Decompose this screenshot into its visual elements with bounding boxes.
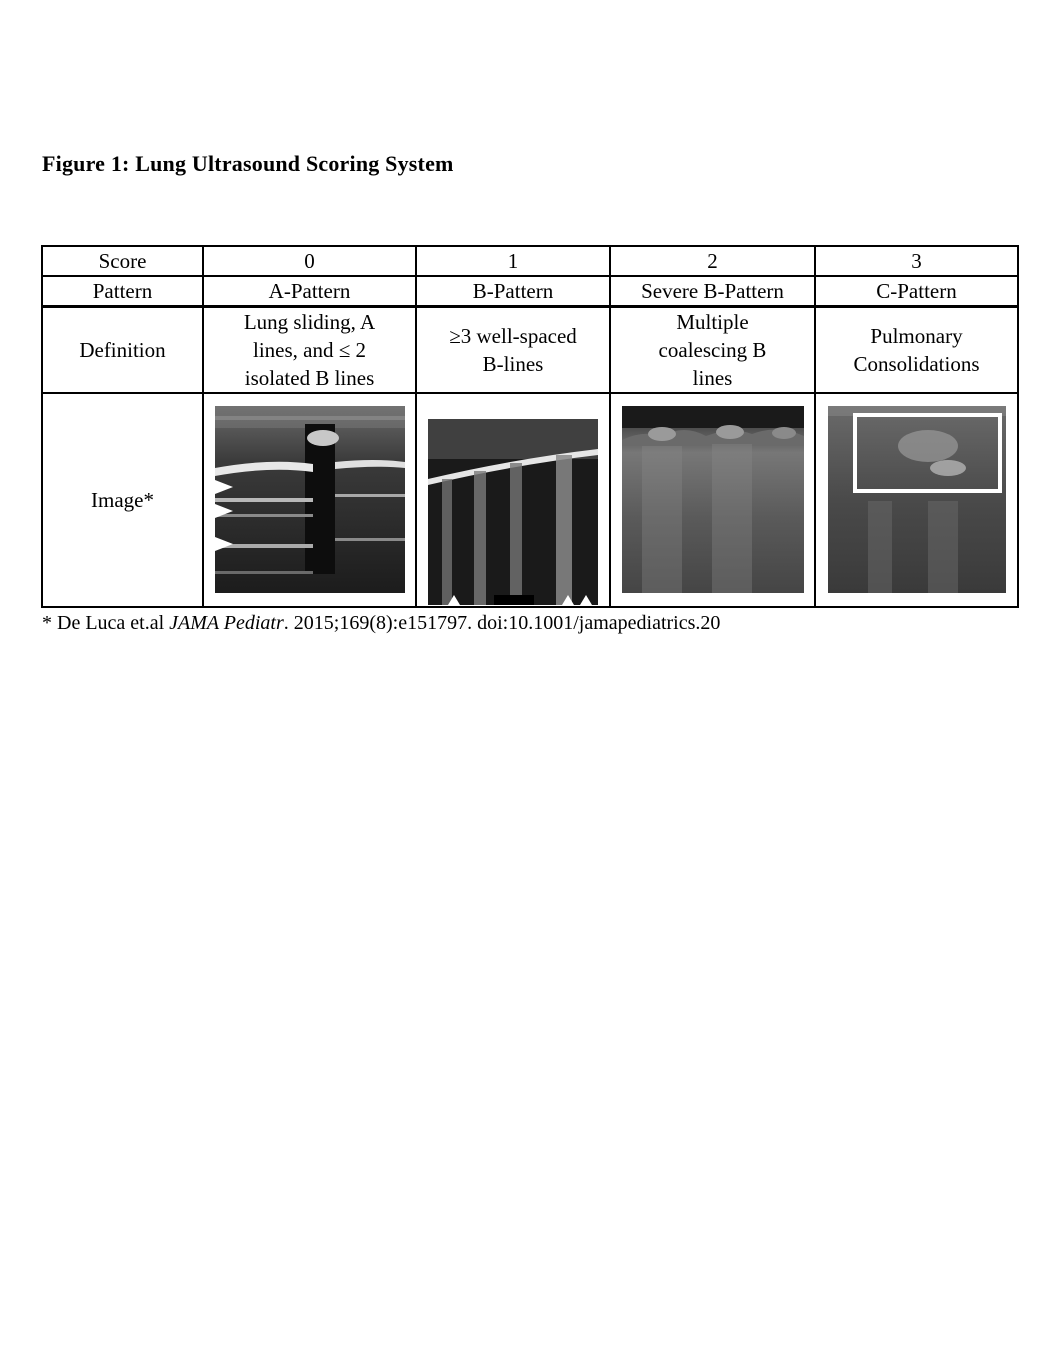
scoring-table (41, 245, 1019, 608)
definition-2-line-3: lines (692, 366, 733, 390)
image-cell-1 (416, 393, 610, 607)
definition-1 (416, 307, 610, 394)
definition-1-line-1: ≥3 well-spaced (449, 324, 577, 348)
score-1: 1 (416, 246, 610, 276)
image-cell-3 (815, 393, 1018, 607)
footnote-journal: JAMA Pediatr (169, 612, 284, 634)
pattern-a: A-Pattern (203, 276, 416, 307)
image-row (42, 393, 1018, 607)
definition-3 (815, 307, 1018, 394)
definition-header: Definition (42, 307, 203, 394)
c-pattern-ultrasound (828, 406, 1006, 593)
pattern-b: B-Pattern (416, 276, 610, 307)
definition-0-line-1: Lung sliding, A (243, 310, 376, 334)
citation-footnote (42, 612, 720, 635)
pattern-c: C-Pattern (815, 276, 1018, 307)
score-0: 0 (203, 246, 416, 276)
definition-0-line-2: lines, and ≤ 2 (252, 338, 366, 362)
definition-2-line-1: Multiple (676, 310, 749, 334)
pattern-header: Pattern (42, 276, 203, 307)
definition-row (42, 307, 1018, 394)
definition-0-line-3: isolated B lines (244, 366, 375, 390)
score-3: 3 (815, 246, 1018, 276)
image-cell-2 (610, 393, 815, 607)
figure-title: Figure 1: Lung Ultrasound Scoring System (42, 151, 454, 176)
score-row (42, 246, 1018, 276)
score-header: Score (42, 246, 203, 276)
score-2: 2 (610, 246, 815, 276)
definition-1-line-2: B-lines (482, 352, 544, 376)
b-pattern-ultrasound (428, 419, 598, 605)
definition-0 (203, 307, 416, 394)
definition-2-line-2: coalescing B (658, 338, 767, 362)
definition-3-line-2: Consolidations (853, 352, 980, 376)
pattern-severe-b: Severe B-Pattern (610, 276, 815, 307)
severe-b-pattern-ultrasound (622, 406, 804, 593)
image-cell-0 (203, 393, 416, 607)
image-header: Image* (42, 393, 203, 607)
footnote-prefix: * De Luca et.al (42, 612, 170, 634)
pattern-row (42, 276, 1018, 307)
a-pattern-ultrasound (215, 406, 405, 593)
footnote-suffix: . 2015;169(8):e151797. doi:10.1001/jamapediatrics.20 (283, 612, 721, 634)
definition-2 (610, 307, 815, 394)
definition-3-line-1: Pulmonary (870, 324, 963, 348)
